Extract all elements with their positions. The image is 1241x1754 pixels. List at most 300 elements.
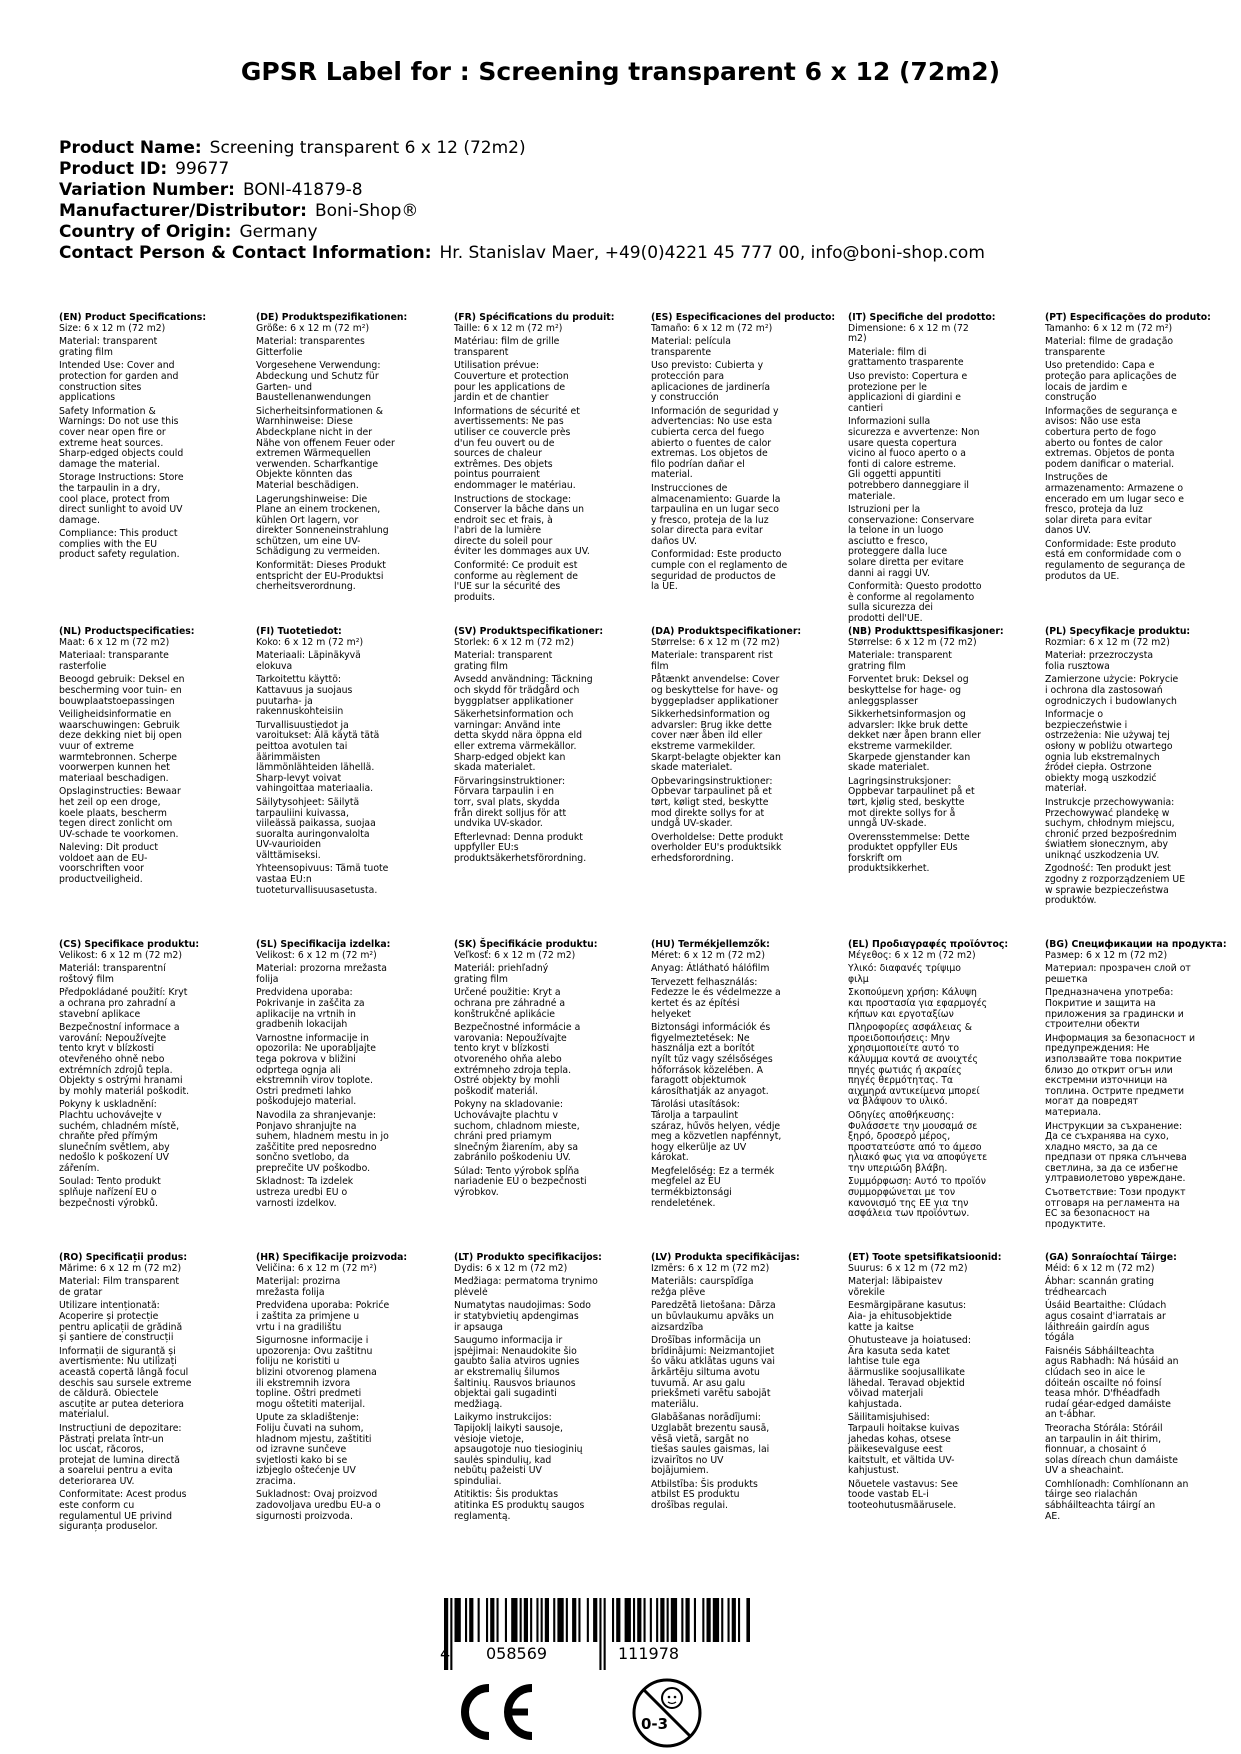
- info-row: [59, 138, 985, 159]
- spec-line: Size: 6 x 12 m (72 m2): [59, 322, 166, 334]
- spec-paragraph: [1045, 1034, 1225, 1119]
- spec-line: Varnostne informacije in: [256, 1032, 369, 1044]
- spec-line: ārkārtēju siltuma avotu: [651, 1366, 760, 1378]
- spec-line: extreme heat sources.: [59, 437, 164, 449]
- spec-line: directe du soleil pour: [454, 535, 553, 547]
- spec-line: saulės spindulių, kad: [454, 1454, 552, 1466]
- barcode-bar: [732, 1598, 736, 1642]
- spec-line: rasterfolie: [59, 660, 107, 672]
- spec-line: материала.: [1045, 1106, 1102, 1118]
- spec-line: dekket nær åpen brann eller: [848, 730, 981, 742]
- spec-paragraph: [59, 627, 239, 648]
- barcode-prefix-digit: 4: [440, 1644, 451, 1663]
- info-value: Boni-Shop®: [314, 201, 419, 221]
- spec-line: Atbilstība: Šis produkts: [651, 1478, 758, 1490]
- spec-paragraph: [848, 1413, 1028, 1477]
- spec-line: aplicaciones de jardinería: [651, 381, 771, 393]
- info-value: 99677: [175, 159, 230, 179]
- spec-line: fonti di calore estreme.: [848, 458, 957, 470]
- spec-line: Warnings: Do not use this: [59, 416, 179, 428]
- spec-line: Påtænkt anvendelse: Cover: [651, 674, 780, 686]
- spec-line: danni ai raggi UV.: [848, 567, 930, 579]
- spec-paragraph: [1045, 1301, 1225, 1343]
- spec-line: Materjal: läbipaistev: [848, 1276, 943, 1288]
- spec-line: applications: [59, 392, 116, 404]
- spec-line: materialul.: [59, 1409, 110, 1421]
- spec-line: objektai gali sugadinti: [454, 1388, 557, 1400]
- spec-line: Skarpt-belagte objekter kan: [651, 751, 781, 763]
- spec-line: Säilitamisjuhised:: [848, 1412, 930, 1424]
- spec-paragraph: [454, 940, 634, 961]
- spec-line: vuur of extreme: [59, 740, 134, 752]
- info-row: [59, 159, 985, 180]
- spec-line: avisos: Não use esta: [1045, 416, 1141, 428]
- barcode-bar: [633, 1598, 635, 1642]
- spec-paragraph: [256, 798, 436, 862]
- spec-paragraph: [651, 1480, 831, 1512]
- spec-line: vastaa EU:n: [256, 874, 312, 886]
- age-label: 0-3: [641, 1715, 669, 1733]
- spec-line: está em conformidade com o: [1045, 549, 1182, 561]
- spec-line: advertencias: No use esta: [651, 416, 773, 428]
- spec-line: Sharp-edged objekt kan: [454, 751, 566, 763]
- spec-line: Veľkosť: 6 x 12 m (72 m2): [454, 949, 576, 961]
- spec-paragraph: [651, 1100, 831, 1164]
- spec-heading: (NL) Productspecificaties:: [59, 626, 195, 637]
- spec-line: produits.: [454, 591, 496, 603]
- spec-line: regulamento de segurança de: [1045, 560, 1186, 572]
- spec-paragraph: [256, 675, 436, 717]
- spec-line: Nõuetele vastavus: See: [848, 1478, 958, 1490]
- spec-line: zgodny z rozporządzeniem UE: [1045, 874, 1186, 886]
- spec-line: svjetlosti kako bi se: [256, 1454, 348, 1466]
- spec-line: asciutto e fresco,: [848, 535, 928, 547]
- spec-line: slnečným žiarením, aby sa: [454, 1141, 579, 1153]
- spec-line: Súlad: Tento výrobok spĺňa: [454, 1165, 580, 1177]
- info-value: Screening transparent 6 x 12 (72m2): [209, 138, 526, 158]
- spec-line: Πληροφορίες ασφάλειας &: [848, 1022, 973, 1034]
- spec-line: Bezpečnostní informace a: [59, 1022, 180, 1034]
- spec-paragraph: [454, 1167, 634, 1199]
- spec-line: aizsardzība: [651, 1321, 704, 1333]
- spec-line: Materiale: transparent: [848, 650, 952, 662]
- spec-line: Glabāšanas norādījumi:: [651, 1412, 761, 1424]
- spec-line: Informacje o: [1045, 709, 1104, 721]
- spec-paragraph: [59, 529, 239, 561]
- info-value: Germany: [239, 222, 318, 242]
- spec-paragraph: [651, 312, 836, 334]
- spec-line: extrémneho zdroja tepla.: [454, 1064, 572, 1076]
- spec-line: brīdinājumi: Neizmantojiet: [651, 1345, 775, 1357]
- spec-paragraph: [651, 361, 831, 403]
- spec-paragraph: [1045, 313, 1225, 334]
- spec-line: éviter les dommages aux UV.: [454, 546, 590, 558]
- spec-line: kahjustust.: [848, 1465, 900, 1477]
- spec-line: światłem słonecznym, aby: [1045, 839, 1168, 851]
- spec-line: gratring film: [848, 660, 906, 672]
- spec-heading: (LV) Produkta specifikācijas:: [651, 1252, 800, 1263]
- spec-line: źródeł ciepła. Ostrzone: [1045, 762, 1152, 774]
- spec-line: la telone in un luogo: [848, 525, 944, 537]
- spec-line: Turvallisuustiedot ja: [256, 719, 349, 731]
- spec-paragraph: [59, 407, 239, 471]
- spec-line: extremas. Objetos de ponta: [1045, 448, 1175, 460]
- spec-line: viileässä paikassa, suojaa: [256, 818, 376, 830]
- spec-line: hladnom mjestu, zaštititi: [256, 1433, 372, 1445]
- barcode-bar: [728, 1598, 730, 1642]
- spec-paragraph: [454, 407, 634, 492]
- spec-line: kaitstult, et vältida UV-: [848, 1454, 955, 1466]
- spec-line: Acoperire și protecție: [59, 1310, 159, 1322]
- spec-line: tørt, køligt sted, beskytte: [651, 796, 769, 808]
- spec-line: Určené použitie: Kryt a: [454, 987, 561, 999]
- spec-line: vėsioje vietoje,: [454, 1433, 524, 1445]
- spec-line: varovania: Nepoužívajte: [454, 1032, 567, 1044]
- spec-line: използвайте това покритие: [1045, 1053, 1182, 1065]
- spec-line: chronić przed bezpośrednim: [1045, 828, 1177, 840]
- spec-line: Gitterfolie: [256, 346, 303, 358]
- spec-line: pentru aplicații de grădină: [59, 1321, 183, 1333]
- spec-paragraph: [848, 675, 1028, 707]
- spec-line: tiešas saules gaismas, lai: [651, 1444, 770, 1456]
- spec-line: byggepladser applikationer: [651, 695, 779, 707]
- spec-line: могат да повредят: [1045, 1096, 1139, 1108]
- spec-block: [651, 940, 831, 1209]
- spec-line: Baustellenanwendungen: [256, 392, 371, 404]
- spec-line: Material: filme de gradação: [1045, 336, 1174, 348]
- spec-block: [256, 1253, 436, 1522]
- spec-line: splňuje nařízení EU o: [59, 1187, 157, 1199]
- barcode-bar: [599, 1598, 601, 1670]
- spec-paragraph: [651, 1336, 831, 1410]
- spec-line: tuoteturvallisuusasetusta.: [256, 884, 378, 896]
- spec-line: ekstreme varmekilder.: [651, 740, 756, 752]
- spec-line: transparent: [454, 346, 509, 358]
- spec-paragraph: [848, 1277, 1028, 1298]
- spec-paragraph: [454, 561, 634, 603]
- spec-line: την υπεριώδη βλάβη.: [848, 1162, 948, 1174]
- spec-heading: (HU) Termékjellemzők:: [651, 939, 770, 950]
- spec-line: UV-schade te voorkomen.: [59, 828, 179, 840]
- spec-block: [848, 627, 1028, 875]
- spec-heading: (PL) Specyfikacje produktu:: [1045, 626, 1191, 637]
- spec-line: mot direkte sollys for å: [848, 807, 956, 819]
- spec-line: Nähe von offenem Feuer oder: [256, 437, 395, 449]
- spec-line: Größe: 6 x 12 m (72 m²): [256, 322, 370, 334]
- spec-line: Uso previsto: Cubierta y: [651, 360, 764, 372]
- spec-line: agus cosaint d'iarratais ar: [1045, 1310, 1166, 1322]
- barcode-bar: [694, 1598, 696, 1642]
- spec-line: extrémních zdrojů tepla.: [59, 1064, 173, 1076]
- spec-line: Yhteensopivuus: Tämä tuote: [256, 863, 389, 875]
- spec-line: Μέγεθος: 6 x 12 m (72 m2): [848, 949, 976, 961]
- spec-paragraph: [651, 1413, 831, 1477]
- spec-line: an t-ábhar.: [1045, 1409, 1096, 1421]
- spec-line: nyílt tűz vagy szélsőséges: [651, 1053, 773, 1065]
- spec-line: materiał.: [1045, 783, 1087, 795]
- spec-line: táirge seo rialachán: [1045, 1489, 1138, 1501]
- barcode-bar: [650, 1598, 652, 1642]
- spec-line: materiale.: [848, 490, 896, 502]
- spec-line: zaščitite pred neposredno: [256, 1141, 377, 1153]
- spec-line: avertismente: Nu utilizați: [59, 1356, 177, 1368]
- spec-paragraph: [256, 988, 436, 1030]
- spec-line: cobertura perto de fogo: [1045, 426, 1157, 438]
- spec-line: Kattavuus ja suojaus: [256, 684, 353, 696]
- spec-block: [454, 1253, 634, 1522]
- spec-line: προειδοποιήσεις: Μην: [848, 1032, 950, 1044]
- spec-paragraph: [651, 1023, 831, 1097]
- spec-line: Información de seguridad y: [651, 405, 779, 417]
- spec-line: cover nær åben ild eller: [651, 730, 763, 742]
- spec-line: avertissements: Ne pas: [454, 416, 564, 428]
- spec-line: Konformität: Dieses Produkt: [256, 560, 386, 572]
- spec-line: Foliju čuvati na suhom,: [256, 1422, 364, 1434]
- spec-paragraph: [1045, 473, 1225, 537]
- spec-line: preprečite UV poškodbo.: [256, 1162, 371, 1174]
- spec-paragraph: [651, 627, 831, 648]
- spec-paragraph: [848, 313, 1028, 345]
- spec-line: utiliser ce couvercle près: [454, 426, 571, 438]
- spec-line: grattamento trasparente: [848, 357, 964, 369]
- spec-line: și șantiere de construcții: [59, 1332, 174, 1344]
- spec-paragraph: [454, 1277, 634, 1298]
- spec-paragraph: [848, 777, 1028, 830]
- spec-line: katte ja kaitse: [848, 1321, 914, 1333]
- barcode-bar: [486, 1598, 488, 1642]
- spec-line: Conformità: Questo prodotto: [848, 581, 982, 593]
- spec-line: vrtu i na gradilištu: [256, 1321, 342, 1333]
- spec-line: produktet oppfyller EUs: [848, 842, 958, 854]
- spec-line: ултравиолетово увреждане.: [1045, 1173, 1186, 1185]
- spec-line: Lagringsinstruksjoner:: [848, 775, 952, 787]
- spec-paragraph: [256, 651, 436, 672]
- spec-line: izbjeglo oštećenje UV: [256, 1465, 356, 1477]
- spec-line: Materiál: transparentní: [59, 963, 166, 975]
- spec-line: og beskyttelse for have- og: [651, 684, 779, 696]
- spec-line: dóiteán oscailte nó foinsí: [1045, 1377, 1162, 1389]
- spec-line: produktsikkerhet.: [848, 863, 930, 875]
- spec-line: produktów.: [1045, 895, 1097, 907]
- spec-paragraph: [256, 964, 436, 985]
- spec-line: lähedal. Teravad objektid: [848, 1377, 965, 1389]
- spec-line: Gli oggetti appuntiti: [848, 469, 942, 481]
- spec-line: Säilytysohjeet: Säilytä: [256, 796, 360, 808]
- spec-line: siguranța produselor.: [59, 1521, 158, 1533]
- spec-line: folija: [256, 973, 279, 985]
- spec-line: Skarpede gjenstander kan: [848, 751, 971, 763]
- spec-paragraph: [848, 1301, 1028, 1333]
- barcode-bar: [450, 1598, 452, 1670]
- spec-paragraph: [848, 833, 1028, 875]
- spec-paragraph: [848, 988, 1028, 1020]
- spec-paragraph: [256, 940, 436, 961]
- spec-line: AE.: [1045, 1510, 1061, 1522]
- spec-line: Compliance: This product: [59, 528, 178, 540]
- info-label: Product ID:: [59, 159, 168, 179]
- spec-line: αιχμηρά αντικείμενα μπορεί: [848, 1085, 980, 1097]
- barcode-bar: [530, 1598, 532, 1642]
- spec-line: Pokyny k uskladnění:: [59, 1099, 157, 1111]
- spec-heading: (ET) Toote spetsifikatsioonid:: [848, 1252, 1002, 1263]
- spec-paragraph: [256, 864, 436, 896]
- spec-paragraph: [1045, 1424, 1225, 1477]
- spec-line: Taille: 6 x 12 m (72 m²): [454, 322, 563, 334]
- spec-paragraph: [454, 495, 634, 559]
- spec-paragraph: [1045, 1277, 1225, 1298]
- spec-line: sulla sicurezza dei: [848, 602, 933, 614]
- spec-line: Zamierzone użycie: Pokrycie: [1045, 674, 1179, 686]
- spec-line: Materiał: przezroczysta: [1045, 650, 1154, 662]
- spec-line: Opbevar tarpaulinet på et: [651, 786, 772, 798]
- spec-line: skade materialet.: [651, 762, 733, 774]
- spec-line: ascuțite ar putea deteriora: [59, 1398, 184, 1410]
- spec-paragraph: [651, 1253, 831, 1274]
- spec-paragraph: [848, 372, 1028, 414]
- spec-line: drošības regulai.: [651, 1500, 728, 1512]
- spec-line: Materiaal: transparante: [59, 650, 169, 662]
- product-info: [59, 138, 985, 264]
- spec-paragraph: [651, 1301, 831, 1333]
- spec-line: Sigurnosne informacije i: [256, 1335, 369, 1347]
- spec-line: produktsäkerhetsförordning.: [454, 852, 587, 864]
- spec-line: Material beschädigen.: [256, 479, 359, 491]
- spec-line: by mohly materiál poškodit.: [59, 1085, 190, 1097]
- spec-paragraph: [454, 1336, 634, 1410]
- spec-line: kertet és az építési: [651, 997, 740, 1009]
- spec-line: jahedas kohas, otsese: [848, 1433, 951, 1445]
- spec-heading: (SK) Špecifikácie produktu:: [454, 939, 598, 950]
- spec-line: Συμμόρφωση: Αυτό το προϊόν: [848, 1176, 986, 1188]
- spec-line: roštový film: [59, 973, 114, 985]
- spec-line: Uchovávajte plachtu v: [454, 1109, 558, 1121]
- spec-line: Velikost: 6 x 12 m (72 m²): [256, 949, 377, 961]
- spec-line: Material: Film transparent: [59, 1276, 180, 1288]
- spec-paragraph: [256, 721, 436, 795]
- spec-line: tega pokrova v bližini: [256, 1053, 356, 1065]
- info-label: Product Name:: [59, 138, 202, 158]
- barcode-bar: [587, 1598, 589, 1642]
- spec-line: protection for garden and: [59, 370, 179, 382]
- spec-line: Naleving: Dit product: [59, 842, 159, 854]
- spec-paragraph: [256, 1301, 436, 1333]
- spec-paragraph: [651, 550, 831, 592]
- spec-paragraph: [651, 1167, 831, 1209]
- spec-line: ασφάλεια των προϊόντων.: [848, 1208, 970, 1220]
- spec-line: warmtebronnen. Scherpe: [59, 751, 177, 763]
- spec-paragraph: [59, 964, 239, 985]
- spec-line: Instrukcje przechowywania:: [1045, 796, 1175, 808]
- spec-line: Megfelelőség: Ez a termék: [651, 1165, 775, 1177]
- barcode-bar: [553, 1598, 555, 1642]
- spec-line: bojājumiem.: [651, 1465, 709, 1477]
- spec-line: Tamaño: 6 x 12 m (72 m²): [651, 322, 773, 334]
- spec-paragraph: [256, 361, 436, 403]
- spec-line: damage.: [59, 514, 100, 526]
- spec-line: tooteohutusmäärusele.: [848, 1500, 957, 1512]
- spec-line: mrežasta folija: [256, 1286, 325, 1298]
- spec-paragraph: [256, 337, 436, 358]
- spec-line: transparente: [651, 346, 712, 358]
- spec-line: Οδηγίες αποθήκευσης:: [848, 1109, 955, 1121]
- spec-paragraph: [1045, 651, 1225, 672]
- spec-paragraph: [651, 337, 831, 358]
- spec-line: προστατεύστε από το άμεσο: [848, 1141, 982, 1153]
- spec-line: applicazioni di giardini e: [848, 392, 961, 404]
- spec-line: šaltinių. Rausvos briaunos: [454, 1377, 576, 1389]
- spec-line: екстремни източници на: [1045, 1075, 1168, 1087]
- spec-line: från direkt solljus för att: [454, 807, 567, 819]
- spec-line: хладно място, за да се: [1045, 1141, 1158, 1153]
- barcode-bar: [746, 1598, 750, 1642]
- not-for-children-0-3-icon: [630, 1676, 704, 1750]
- spec-line: de gratar: [59, 1286, 103, 1298]
- barcode-bar: [541, 1598, 543, 1642]
- spec-line: Medžiaga: permatoma trynimo: [454, 1276, 598, 1288]
- spec-paragraph: [848, 505, 1028, 579]
- barcode-bar: [557, 1598, 563, 1642]
- spec-line: отговаря на регламента на: [1045, 1197, 1180, 1209]
- spec-line: Izmērs: 6 x 12 m (72 m2): [651, 1262, 770, 1274]
- spec-paragraph: [256, 1413, 436, 1487]
- spec-line: Sikkerhetsinformasjon og: [848, 709, 966, 721]
- spec-line: complies with the EU: [59, 538, 158, 550]
- spec-line: Dimensione: 6 x 12 m (72: [848, 322, 969, 334]
- spec-line: Да се съхранява на сухо,: [1045, 1131, 1169, 1143]
- spec-line: transparente: [1045, 346, 1106, 358]
- spec-line: φιλμ: [848, 973, 869, 985]
- spec-line: ostrzeżenia: Nie używaj tej: [1045, 730, 1170, 742]
- spec-line: Păstrați prelata într-un: [59, 1433, 164, 1445]
- spec-line: proteggere dalla luce: [848, 546, 948, 558]
- spec-line: i ochrona dla zastosowań: [1045, 684, 1163, 696]
- spec-line: близо до открит огън или: [1045, 1064, 1173, 1076]
- spec-line: Predvidena uporaba:: [256, 987, 353, 999]
- spec-line: Pokrivanje in zaščita za: [256, 997, 365, 1009]
- spec-line: Mărime: 6 x 12 m (72 m2): [59, 1262, 182, 1274]
- spec-paragraph: [256, 1490, 436, 1522]
- spec-line: folia rusztowa: [1045, 660, 1110, 672]
- spec-line: waarschuwingen: Gebruik: [59, 719, 180, 731]
- barcode-bar: [656, 1598, 658, 1642]
- spec-line: a ochrana pro zahradní a: [59, 997, 176, 1009]
- spec-line: este conform cu: [59, 1500, 135, 1512]
- spec-line: nebūtų pažeisti UV: [454, 1465, 542, 1477]
- spec-heading: (PT) Especificações do produto:: [1045, 312, 1211, 323]
- spec-line: protección para: [651, 370, 725, 382]
- spec-line: opozorila: Ne uporabljajte: [256, 1043, 376, 1055]
- spec-line: loc uscat, răcoros,: [59, 1444, 144, 1456]
- spec-line: priekšmeti varētu sabojāt: [651, 1388, 771, 1400]
- spec-line: y fresco, proteja de la luz: [651, 514, 769, 526]
- spec-line: Информация за безопасност и: [1045, 1032, 1196, 1044]
- spec-paragraph: [1045, 1480, 1225, 1522]
- spec-line: cumple con el reglamento de: [651, 560, 788, 572]
- spec-line: Instrucciones de: [651, 482, 728, 494]
- spec-line: zářením.: [59, 1162, 100, 1174]
- spec-line: undgå UV-skader.: [651, 818, 733, 830]
- spec-line: apsaugotoje nuo tiesioginių: [454, 1444, 583, 1456]
- spec-line: termékbiztonsági: [651, 1187, 732, 1199]
- spec-paragraph: [848, 964, 1028, 985]
- spec-line: agus Rabhadh: Ná húsáid an: [1045, 1356, 1179, 1368]
- spec-line: Rozmiar: 6 x 12 m (72 m2): [1045, 636, 1170, 648]
- spec-block: [1045, 940, 1225, 1230]
- spec-paragraph: [256, 1111, 436, 1175]
- spec-line: uniknąć uszkodzenia UV.: [1045, 849, 1160, 861]
- barcode-bar: [671, 1598, 677, 1642]
- spec-line: protezione per le: [848, 381, 927, 393]
